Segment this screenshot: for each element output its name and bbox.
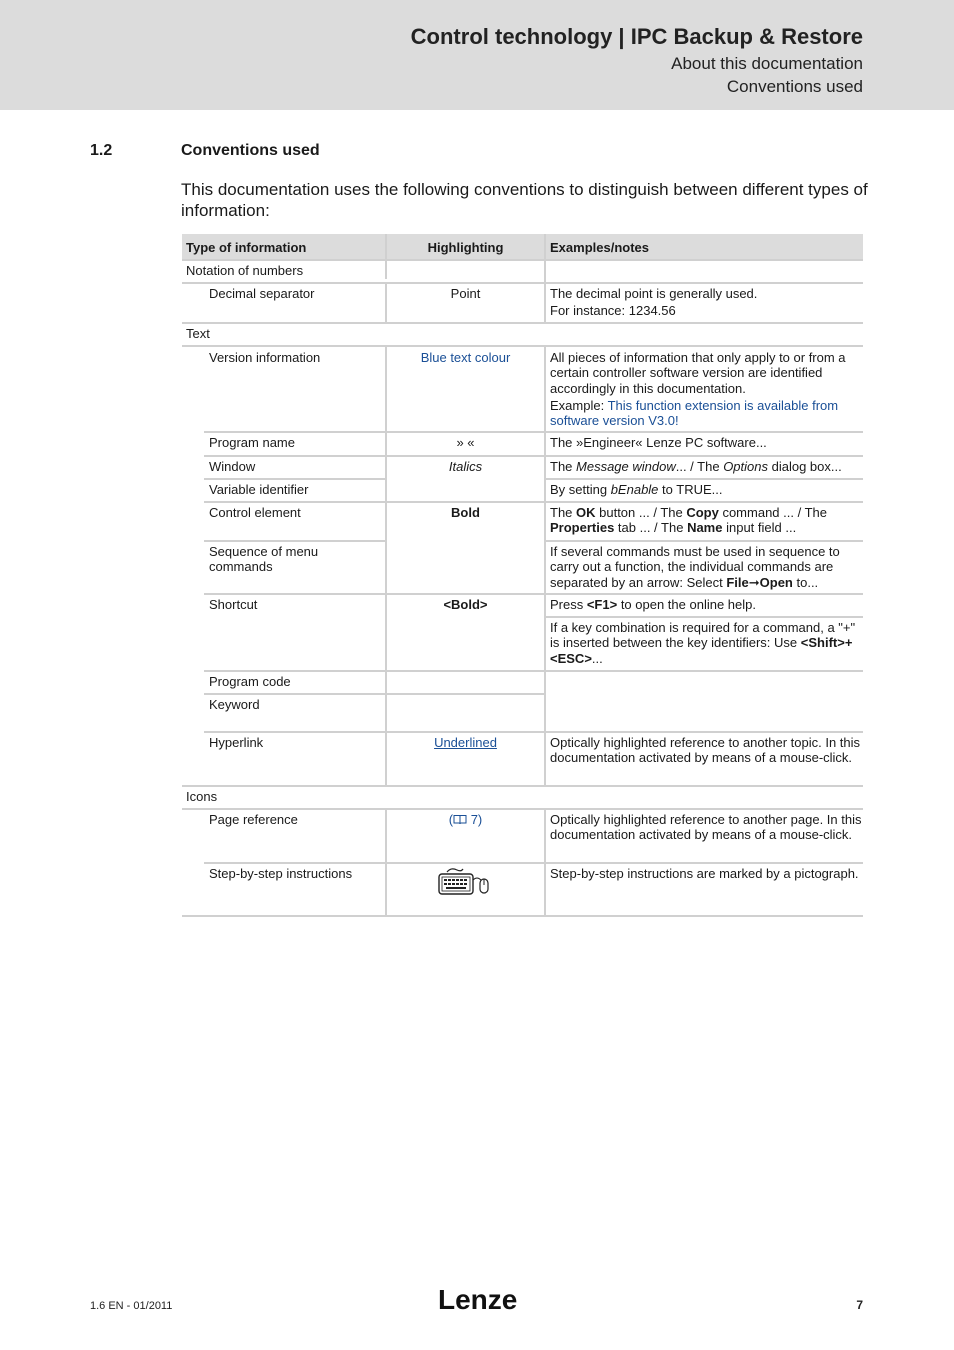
- hyperlink-sample[interactable]: Underlined: [434, 735, 497, 750]
- example-text: dialog box...: [768, 459, 842, 474]
- page-header: [0, 0, 954, 110]
- example-italic: bEnable: [610, 482, 659, 497]
- row-divider: [182, 915, 863, 917]
- svg-text:Lenze: Lenze: [438, 1286, 518, 1314]
- row-label-keyword: Keyword: [209, 697, 260, 712]
- row-divider: [204, 593, 863, 595]
- example-text: Press: [550, 597, 587, 612]
- row-divider: [546, 478, 863, 480]
- row-divider: [546, 616, 863, 618]
- example-text: to...: [792, 574, 819, 590]
- example-bold: File: [726, 574, 749, 590]
- example-line: The decimal point is generally used.: [550, 286, 758, 301]
- row-divider: [204, 693, 544, 695]
- column-header-examples: Examples/notes: [550, 240, 649, 255]
- example-text: to open the online help.: [617, 597, 756, 612]
- column-divider: [385, 234, 387, 279]
- example-hyperlink: Optically highlighted reference to another topic. In this documentation activated by means of a mouse-click.: [550, 735, 861, 766]
- row-label-window: Window: [209, 459, 256, 474]
- row-divider: [182, 785, 863, 787]
- row-divider: [182, 322, 863, 324]
- example-italic: Message window: [576, 459, 676, 474]
- chapter-title: About this documentation: [671, 54, 863, 73]
- book-icon: [453, 812, 467, 827]
- edition-label: 1.6 EN - 01/2011: [90, 1300, 173, 1312]
- highlight-hyperlink: [387, 735, 544, 750]
- row-divider: [182, 808, 863, 810]
- section-breadcrumb: Conventions used: [726, 77, 863, 96]
- example-control: [550, 505, 862, 536]
- row-label-version: Version information: [209, 350, 321, 365]
- highlight-window: Italics: [448, 459, 483, 474]
- row-divider: [204, 731, 863, 733]
- column-divider: [544, 234, 546, 324]
- row-divider: [204, 862, 863, 864]
- example-menu: [550, 544, 860, 590]
- row-divider: [204, 455, 863, 457]
- example-window: [550, 459, 842, 474]
- row-label-pageref: Page reference: [209, 812, 298, 827]
- example-program: The »Engineer« Lenze PC software...: [550, 435, 767, 450]
- example-line: All pieces of information that only apply to or from a certain controller software version are identified accordingly in this documentation.: [550, 350, 846, 396]
- row-label-program: Program name: [209, 435, 295, 450]
- example-variable: [550, 482, 722, 497]
- example-text: ...: [591, 650, 603, 666]
- column-divider: [544, 346, 546, 787]
- row-label-variable: Variable identifier: [209, 482, 309, 497]
- example-text: If several commands must be used in sequence to carry out a function, the individual commands are separated by an arrow: Select: [550, 544, 840, 590]
- keyboard-mouse-icon: [437, 866, 491, 903]
- group-label-icons: Icons: [186, 789, 218, 804]
- example-text: button ... / The: [595, 505, 687, 520]
- example-bold: Open: [759, 574, 793, 590]
- row-divider: [204, 540, 385, 542]
- section-title: Conventions used: [181, 142, 320, 159]
- example-steps: Step-by-step instructions are marked by a pictograph.: [550, 866, 859, 881]
- example-bold: OK: [576, 505, 596, 520]
- page-reference-sample[interactable]: [387, 812, 544, 827]
- example-text: command ... / The: [718, 505, 827, 520]
- row-divider: [204, 431, 863, 433]
- row-label-control: Control element: [209, 505, 301, 520]
- example-text: If a key combination is required for a command, a "+" is inserted between the key identifiers: Use: [550, 620, 856, 651]
- column-header-type: Type of information: [186, 240, 307, 255]
- row-divider: [204, 478, 385, 480]
- row-divider: [204, 501, 863, 503]
- example-shortcut-1: [550, 597, 756, 612]
- row-divider: [182, 345, 863, 347]
- group-label-text: Text: [186, 326, 210, 341]
- row-divider: [546, 540, 863, 542]
- column-divider: [385, 346, 387, 787]
- example-bold: Copy: [686, 505, 719, 520]
- group-label-numbers: Notation of numbers: [186, 263, 304, 278]
- example-text: input field ...: [722, 520, 797, 536]
- row-label-decimal: Decimal separator: [209, 286, 315, 301]
- pageref-text: 7): [467, 812, 483, 827]
- section-number: 1.2: [90, 142, 113, 159]
- page-number: 7: [856, 1298, 863, 1312]
- example-text: Example:: [550, 397, 608, 413]
- highlight-shortcut: <Bold>: [443, 597, 488, 612]
- example-text: tab ... / The: [614, 520, 688, 536]
- example-text: The: [550, 505, 577, 520]
- row-label-hyperlink: Hyperlink: [209, 735, 264, 750]
- example-text: The: [550, 459, 577, 474]
- arrow-icon: ➞: [748, 574, 760, 590]
- example-line: [550, 398, 860, 429]
- document-title: Control technology | IPC Backup & Restore: [410, 24, 863, 49]
- example-decimal: [550, 286, 860, 319]
- example-line: For instance: 1234.56: [550, 303, 676, 319]
- intro-paragraph: This documentation uses the following conventions to distinguish between different types of information:: [181, 180, 868, 220]
- example-bold: Properties: [550, 520, 615, 536]
- example-shortcut-2: [550, 620, 862, 666]
- row-label-code: Program code: [209, 674, 291, 689]
- example-version: [550, 350, 860, 428]
- lenze-logo: [438, 1286, 518, 1319]
- row-label-steps: Step-by-step instructions: [209, 866, 353, 881]
- highlight-control: Bold: [451, 505, 480, 520]
- example-text: By setting: [550, 482, 611, 497]
- example-bold: Name: [687, 520, 723, 536]
- highlight-version: Blue text colour: [420, 350, 511, 365]
- row-divider: [204, 670, 863, 672]
- highlight-decimal: Point: [450, 286, 481, 301]
- example-italic: Options: [723, 459, 768, 474]
- example-bold: <F1>: [586, 597, 618, 612]
- example-pageref: Optically highlighted reference to another page. In this documentation activated by means of a mouse-click.: [550, 812, 862, 843]
- row-divider: [182, 259, 863, 261]
- pageref-text: (: [448, 812, 454, 827]
- example-text: to TRUE...: [658, 482, 723, 497]
- row-divider: [182, 282, 863, 284]
- highlight-program: » «: [456, 435, 475, 450]
- column-header-highlighting: Highlighting: [427, 240, 504, 255]
- example-text: ... / The: [675, 459, 724, 474]
- row-label-shortcut: Shortcut: [209, 597, 258, 612]
- example-blue-text: This function extension is available from software version V3.0!: [550, 397, 839, 429]
- example-bold: <Shift>+<ESC>: [550, 635, 853, 666]
- row-label-menu: Sequence of menu commands: [209, 544, 319, 575]
